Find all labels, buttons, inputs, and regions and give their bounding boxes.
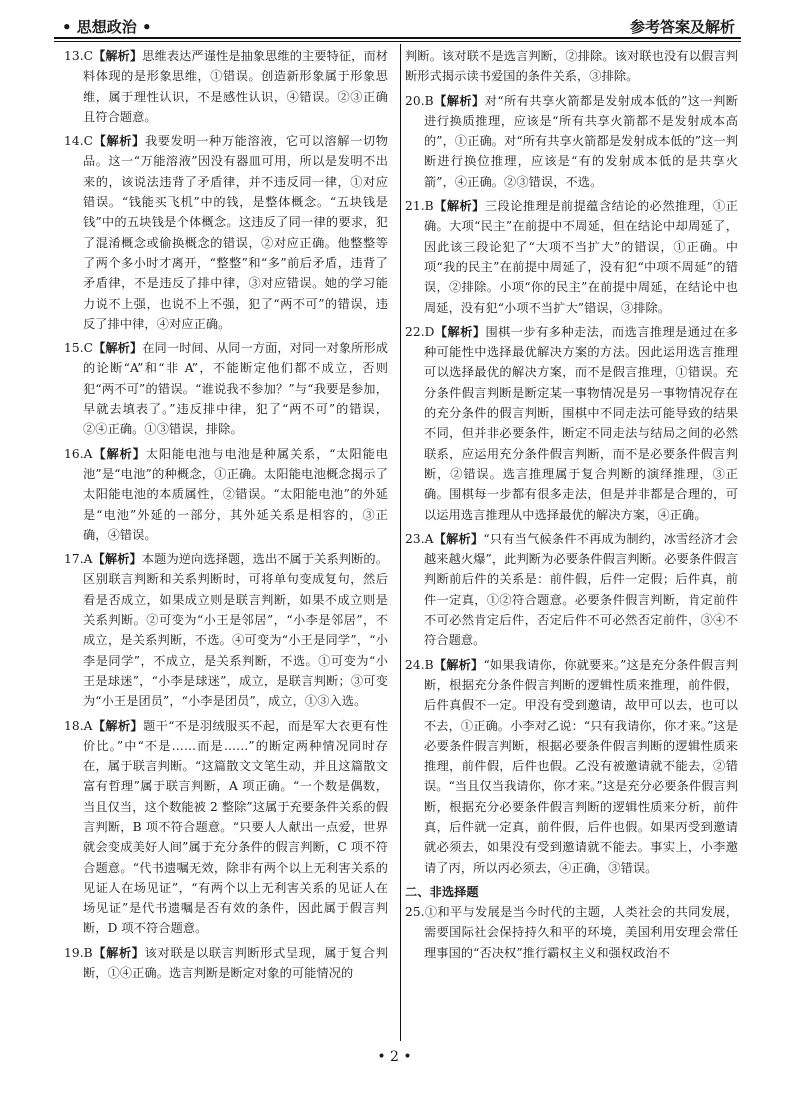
- item-number: 19.B: [64, 945, 93, 960]
- item-text: 思维表达严谨性是抽象思维的主要特征，而材料体现的是形象思维，①错误。创造新形象属于形象思维，属于理性认识，不是感性认识，④错误。②③正确且符合题意。: [83, 49, 389, 124]
- item-number: 20.B: [405, 93, 434, 108]
- answer-item: [405, 91, 738, 192]
- answer-item: [64, 46, 388, 127]
- item-number: 17.A: [64, 552, 93, 567]
- analysis-tag: 【解析】: [434, 324, 486, 339]
- analysis-tag: 【解析】: [93, 49, 143, 63]
- continuation-text: 判断。该对联不是选言判断，②排除。该对联也没有以假言判断形式揭示读书爱国的条件关系，③排除。: [405, 49, 738, 84]
- analysis-tag: 【解析】: [93, 341, 143, 356]
- item-text: ①和平与发展是当今时代的主题，人类社会的共同发展，需要国际社会保持持久和平的环境，美国利用安理会常任理事国的“否决权”推行霸权主义和强权政治不: [424, 905, 738, 960]
- subject-title: • 思想政治 •: [62, 18, 152, 36]
- section-heading: 二、非选择题: [405, 884, 479, 899]
- answer-item: [405, 655, 738, 878]
- analysis-tag: 【解析】: [93, 134, 145, 149]
- answer-item: [64, 444, 388, 545]
- right-column: [405, 46, 738, 967]
- section-title: 参考答案及解析: [629, 18, 735, 36]
- analysis-tag: 【解析】: [433, 93, 485, 108]
- item-text: “只有当气候条件不再成为制约，冰雪经济才会越来越火爆”，此判断为必要条件假言判断。必要条件假言判断前后件的关系是：前件假，后件一定假；后件真，前件一定真，①②符合题意。必要条件假言判断，肯定前件不可必然肯定后件，否定后件不可必然否定前件，③④不符合题意。: [424, 531, 738, 648]
- analysis-tag: 【解析】: [433, 531, 484, 546]
- analysis-tag: 【解析】: [433, 199, 485, 214]
- item-number: 15.C: [64, 341, 94, 356]
- item-text: 本题为逆向选择题，选出不属于关系判断的。区别联言判断和关系判断时，可将单句变成复句，然后看是否成立，如果成立则是联言判断，如果不成立则是关系判断。②可变为“小王是邻居”，“小李是邻居”，不成立，是关系判断，不选。④可变为“小王是同学”，“小李是同学”，不成立，是关系判断，不选。①可变为“小王是球迷”，“小李是球迷”，成立，是联言判断；③可变为“小王是团员”，“小李是团员”，成立，①③入选。: [83, 552, 389, 709]
- item-number: 13.C: [64, 49, 94, 63]
- item-text: 对“所有共享火箭都是发射成本低的”这一判断进行换质推理，应该是“所有共享火箭都不是发射成本高的”，①正确。对“所有共享火箭都是发射成本低的”这一判断进行换位推理，应该是“有的发射成本低的是共享火箭”，④正确。②③错误，不选。: [424, 93, 739, 189]
- answer-item: [64, 338, 388, 439]
- item-text: 围棋一步有多种走法，而选言推理是通过在多种可能性中选择最优解决方案的方法。因此运用选言推理可以选择最优的解决方案，而不是假言推理，①错误。充分条件假言判断是断定某一事物情况是另一事物情况存在的充分条件的假言判断，围棋中不同走法可能导致的结果不同，但并非必要条件，断定不同走法与结局之间的必然联系，应运用充分条件假言判断，而不是必要条件假言判断，②错误。选言推理属于复合判断的演绎推理，③正确。围棋每一步都有很多走法，但是并非都是合理的，可以运用选言推理从中选择最优的解决方案，④正确。: [424, 324, 739, 522]
- answer-item: [64, 131, 388, 334]
- item-number: 23.A: [405, 531, 434, 546]
- item-text: 该对联是以联言判断形式呈现，属于复合判断，①④正确。选言判断是断定对象的可能情况的: [83, 945, 388, 981]
- answer-item: [64, 716, 388, 939]
- analysis-tag: 【解析】: [92, 446, 146, 461]
- item-number: 16.A: [64, 446, 93, 461]
- answer-item: [64, 943, 388, 984]
- analysis-tag: 【解析】: [92, 552, 142, 567]
- header-rule: [54, 37, 741, 39]
- analysis-tag: 【解析】: [92, 718, 144, 733]
- item-number: 18.A: [64, 718, 93, 733]
- answer-item: [405, 529, 738, 651]
- answer-item: [64, 549, 388, 711]
- item-text: 太阳能电池与电池是种属关系，“太阳能电池”是“电池”的种概念，①正确。太阳能电池概念揭示了太阳能电池的本质属性，②错误。“太阳能电池”的外延是“电池”外延的一部分，其外延关系是相容的，③正确，④错误。: [83, 446, 388, 542]
- item-number: 22.D: [405, 324, 435, 339]
- analysis-tag: 【解析】: [433, 657, 484, 672]
- item-number: 24.B: [405, 657, 434, 672]
- column-divider: [400, 44, 401, 1041]
- header-rule-thin: [54, 41, 741, 42]
- item-text: 在同一时间、从同一方面，对同一对象所形成的论断“A”和“非 A”，不能断定他们都不成立，否则犯“两不可”的错误。“谁说我不参加？”与“我要是参加，早就去填表了。”违反排中律，犯了“两不可”的错误，②④正确。①③错误，排除。: [83, 341, 389, 437]
- item-number: 25.: [405, 905, 425, 920]
- answer-item: [405, 196, 738, 318]
- item-text: 三段论推理是前提蕴含结论的必然推理，①正确。大项“民主”在前提中不周延，但在结论中却周延了，因此该三段论犯了“大项不当扩大”的错误，①正确。中项“我的民主”在前提中周延了，没有犯“中项不周延”的错误，②排除。小项“你的民主”在前提中周延，在结论中也周延，没有犯“小项不当扩大”错误，③排除。: [424, 199, 739, 315]
- left-column: [64, 46, 388, 987]
- item-text: “如果我请你，你就要来。”这是充分条件假言判断，根据充分条件假言判断的逻辑性质来推理，前件假，后件真假不一定。甲没有受到邀请，故甲可以去，也可以不去，①正确。小李对乙说：“只有我请你，你才来。”这是必要条件假言判断，根据必要条件假言判断的逻辑性质来推理，前件假，后件也假。乙没有被邀请就不能去，②错误。“当且仅当我请你，你才来。”这是充分必要条件假言判断，根据充分必要条件假言判断的逻辑性质来分析，前件真，后件就一定真，前件假，后件也假。如果丙受到邀请就必须去，如果没有受到邀请就不能去。事实上，小李邀请了丙，所以丙必须去，④正确，③错误。: [424, 657, 738, 875]
- item-text: 题干“不是羽绒服买不起，而是军大衣更有性价比。”中“不是……而是……”的断定两种情况同时存在，属于联言判断。“这篇散文文笔生动，并且这篇散文富有哲理”属于联言判断，A 项正确。“一个数是偶数，当且仅当，这个数能被 2 整除”这属于充要条件关系的假言判断，B 项不符合题意。“只要人人献出一点爱，世界就会变成美好人间”属于充分条件的假言判断，C 项不符合题意。“代书遗嘱无效，除非有两个以上无利害关系的见证人在场见证”，“有两个以上无利害关系的见证人在场见证”是代书遗嘱是否有效的条件，因此属于假言判断，D 项不符合题意。: [83, 718, 388, 936]
- item-number: 14.C: [64, 134, 94, 149]
- item-text: 我要发明一种万能溶液，它可以溶解一切物品。这一“万能溶液”因没有器皿可用，所以是发明不出来的，该说法违背了矛盾律，并不违反同一律，①对应错误。“钱能买飞机”中的钱，是整体概念。“五块钱是钱”中的五块钱是个体概念。这违反了同一律的要求，犯了混淆概念或偷换概念的错误，②对应正确。他整整等了两个多小时才离开，“整整”和“多”前后矛盾，违背了矛盾律，不是违反了排中律，③对应错误。她的学习能力说不上强，也说不上不强，犯了“两不可”的错误，违反了排中律，④对应正确。: [83, 134, 388, 331]
- answer-item: [405, 322, 738, 525]
- page-number: • 2 •: [377, 1049, 412, 1065]
- answer-item-25: [405, 902, 738, 963]
- item-number: 21.B: [405, 199, 434, 214]
- analysis-tag: 【解析】: [92, 945, 145, 960]
